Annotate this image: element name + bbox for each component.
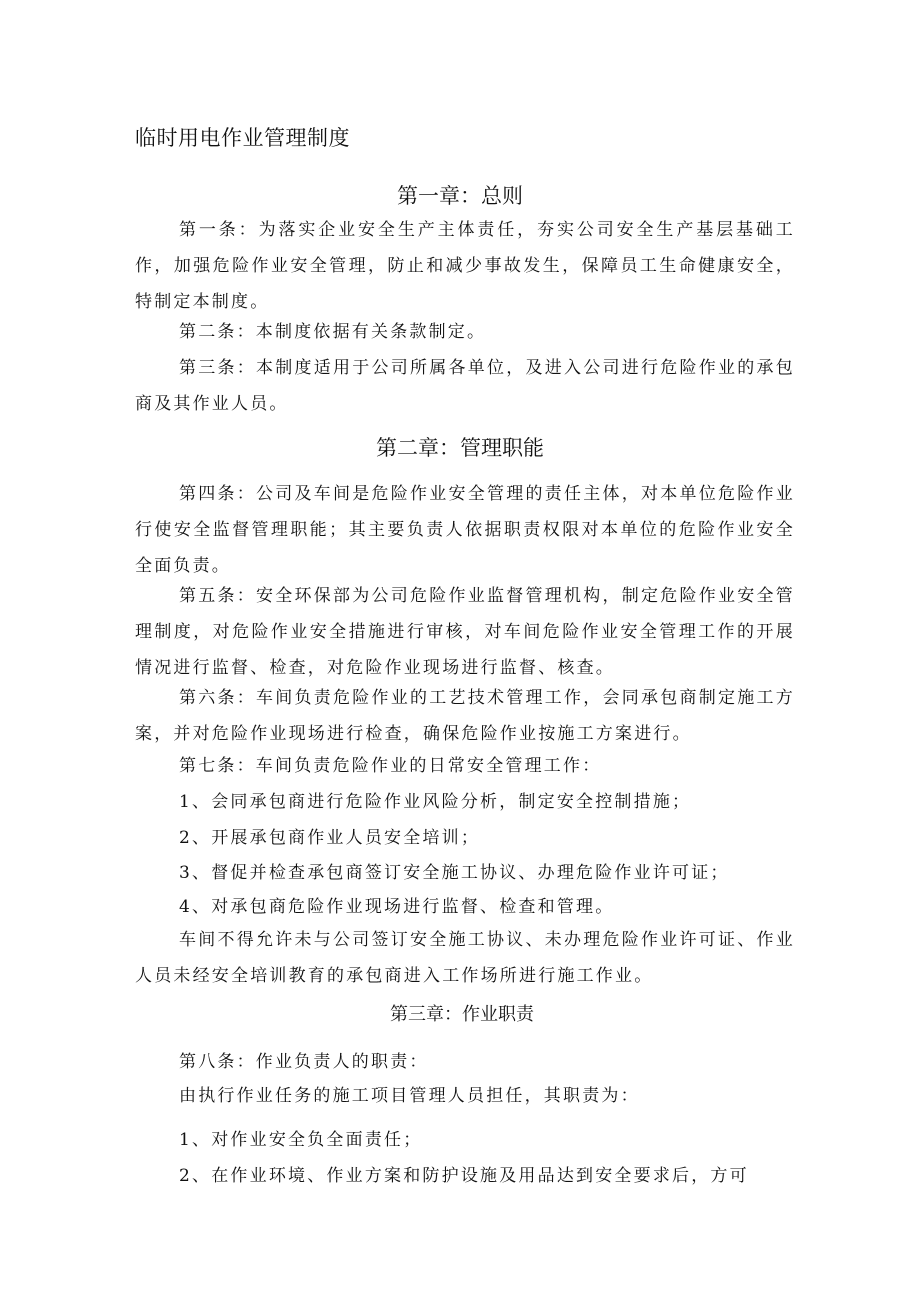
article-5: 第五条：安全环保部为公司危险作业监督管理机构，制定危险作业安全管理制度，对危险作业安全措施进行审核，对车间危险作业安全管理工作的开展情况进行监督、检查，对危险作业现场进行监督、核查。 [135,586,795,678]
article-4: 第四条：公司及车间是危险作业安全管理的责任主体，对本单位危险作业行使安全监督管理职能；其主要负责人依据职责权限对本单位的危险作业安全全面负责。 [135,484,795,576]
chapter-2-heading: 第二章：管理职能 [376,436,544,460]
list-item: 2、开展承包商作业人员安全培训； [179,828,481,848]
article-7: 第七条：车间负责危险作业的日常安全管理工作： [179,756,602,776]
article-1: 第一条：为落实企业安全生产主体责任，夯实公司安全生产基层基础工作，加强危险作业安全管理，防止和减少事故发生，保障员工生命健康安全，特制定本制度。 [135,220,795,312]
list-item: 1、对作业安全负全面责任； [179,1130,423,1150]
list-item: 4、对承包商危险作业现场进行监督、检查和管理。 [179,897,615,917]
article-2: 第二条：本制度依据有关条款制定。 [179,322,487,342]
list-item: 3、督促并检查承包商签订安全施工协议、办理危险作业许可证； [179,863,730,883]
article-3: 第三条：本制度适用于公司所属各单位，及进入公司进行危险作业的承包商及其作业人员。 [135,358,795,414]
document-title: 临时用电作业管理制度 [135,126,350,150]
chapter-2-note: 车间不得允许未与公司签订安全施工协议、未办理危险作业许可证、作业人员未经安全培训教育的承包商进入工作场所进行施工作业。 [135,930,795,986]
list-item: 1、会同承包商进行危险作业风险分析，制定安全控制措施； [179,792,692,812]
article-8: 第八条：作业负责人的职责： [179,1052,429,1072]
chapter-3-heading: 第三章：作业职责 [390,1004,534,1025]
list-item: 2、在作业环境、作业方案和防护设施及用品达到安全要求后，方可 [179,1166,749,1186]
article-8-intro: 由执行作业任务的施工项目管理人员担任，其职责为： [179,1086,640,1106]
chapter-1-heading: 第一章：总则 [397,184,523,208]
article-6: 第六条：车间负责危险作业的工艺技术管理工作，会同承包商制定施工方案，并对危险作业现场进行检查，确保危险作业按施工方案进行。 [135,688,795,744]
